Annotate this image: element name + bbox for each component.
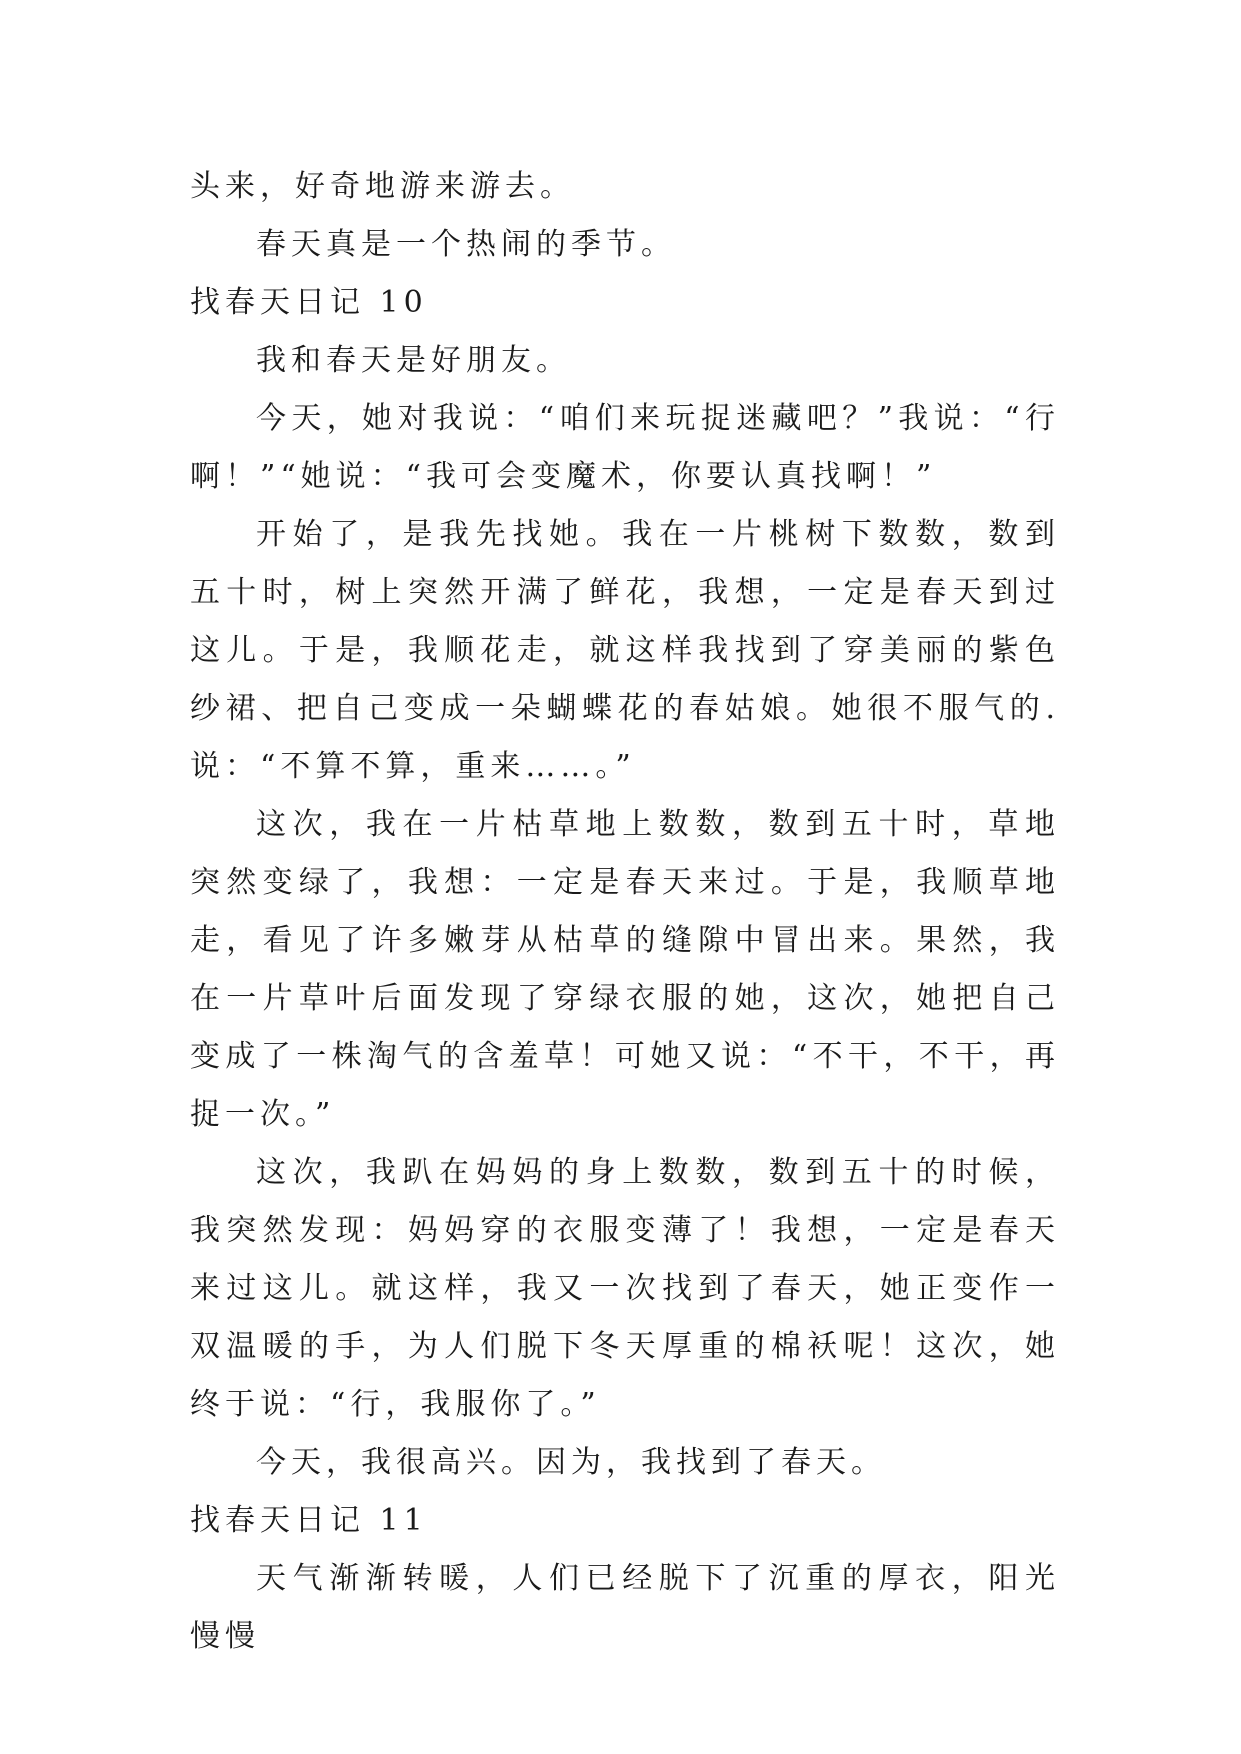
paragraph: 今天，我很高兴。因为，我找到了春天。 [256,1445,886,1480]
document-body [190,158,1060,1666]
paragraph: 开始了，是我先找她。我在一片桃树下数数，数到五十时，树上突然开满了鲜花，我想，一定是春天到过这儿。于是，我顺花走，就这样我找到了穿美丽的紫色纱裙、把自己变成一朵蝴蝶花的春姑娘。她很不服气的.说：“不算不算，重来……。” [190,517,1060,784]
paragraph: 头来，好奇地游来游去。 [190,169,575,204]
paragraph: 这次，我趴在妈妈的身上数数，数到五十的时候，我突然发现：妈妈穿的衣服变薄了！我想，一定是春天来过这儿。就这样，我又一次找到了春天，她正变作一双温暖的手，为人们脱下冬天厚重的棉袄呢！这次，她终于说：“行，我服你了。” [190,1155,1060,1422]
paragraph: 我和春天是好朋友。 [256,343,571,378]
diary-heading: 找春天日记 11 [190,1503,428,1538]
diary-heading: 找春天日记 10 [190,285,428,320]
paragraph: 天气渐渐转暖，人们已经脱下了沉重的厚衣，阳光慢慢 [190,1561,1060,1654]
paragraph: 今天，她对我说：“咱们来玩捉迷藏吧？”我说：“行啊！”“她说：“我可会变魔术，你要认真找啊！” [190,401,1060,494]
paragraph: 春天真是一个热闹的季节。 [256,227,676,262]
paragraph: 这次，我在一片枯草地上数数，数到五十时，草地突然变绿了，我想：一定是春天来过。于是，我顺草地走，看见了许多嫩芽从枯草的缝隙中冒出来。果然，我在一片草叶后面发现了穿绿衣服的她，这次，她把自己变成了一株淘气的含羞草！可她又说：“不干，不干，再捉一次。” [190,807,1060,1132]
